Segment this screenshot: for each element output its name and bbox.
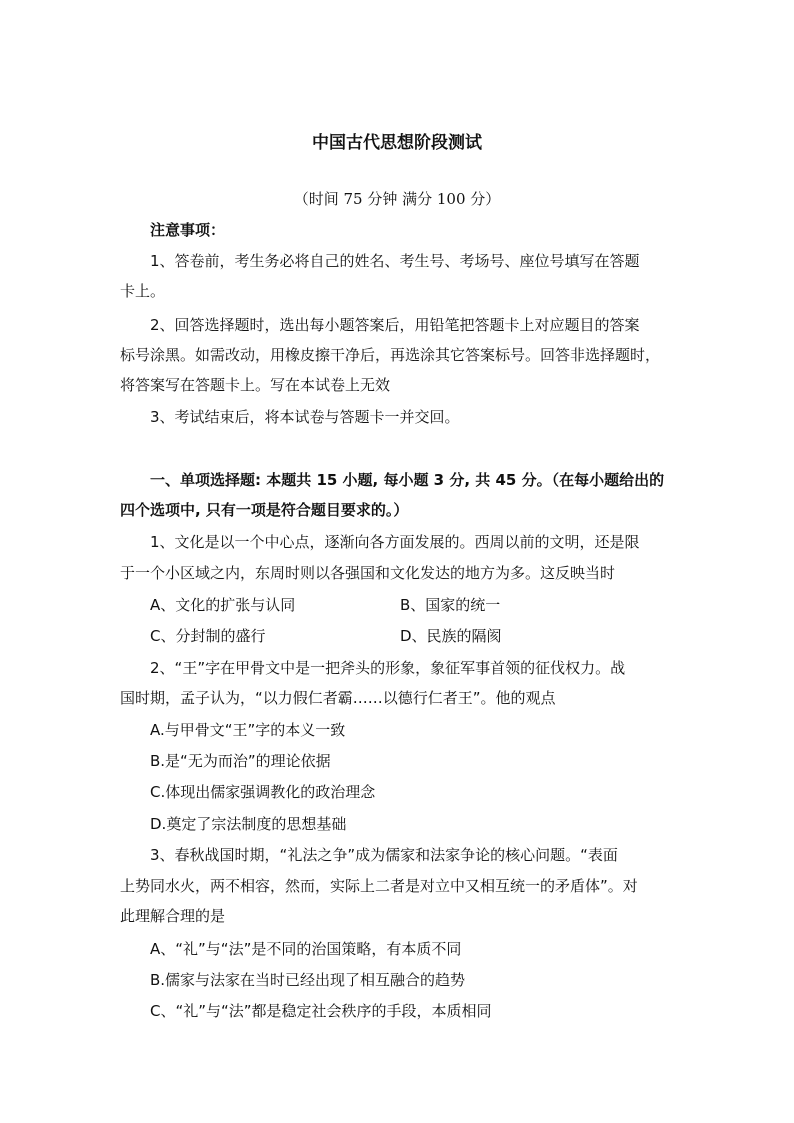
question-3-stem-cont: 此理解合理的是 (120, 907, 226, 925)
notice-item-2: 2、回答选择题时，选出每小题答案后，用铅笔把答题卡上对应题目的答案 (150, 316, 640, 334)
question-2-option-d: D.奠定了宗法制度的思想基础 (150, 815, 347, 833)
section-heading-cont: 四个选项中, 只有一项是符合题目要求的。） (120, 501, 409, 519)
question-1-stem-cont: 于一个小区域之内，东周时则以各强国和文化发达的地方为多。这反映当时 (120, 564, 616, 582)
question-3-stem-cont: 上势同水火，两不相容，然而，实际上二者是对立中又相互统一的矛盾体”。对 (120, 877, 638, 895)
question-1-option-a: A、文化的扩张与认同 (150, 596, 296, 614)
question-1-option-b: B、国家的统一 (400, 596, 501, 614)
question-3-option-b: B.儒家与法家在当时已经出现了相互融合的趋势 (150, 971, 466, 989)
notice-item-3: 3、考试结束后，将本试卷与答题卡一并交回。 (150, 408, 460, 426)
notice-item-2-cont: 标号涂黑。如需改动，用橡皮擦干净后，再选涂其它答案标号。回答非选择题时， (120, 346, 661, 364)
question-1-stem: 1、文化是以一个中心点，逐渐向各方面发展的。西周以前的文明，还是限 (150, 533, 640, 551)
question-2-stem: 2、“王”字在甲骨文中是一把斧头的形象，象征军事首领的征伐权力。战 (150, 659, 626, 677)
notice-heading: 注意事项： (150, 221, 226, 239)
question-2-option-a: A.与甲骨文“王”字的本义一致 (150, 721, 346, 739)
question-2-option-b: B.是“无为而治”的理论依据 (150, 752, 331, 770)
question-1-option-d: D、民族的隔阂 (400, 627, 502, 645)
notice-item-1-cont: 卡上。 (120, 282, 166, 300)
notice-item-2-cont: 将答案写在答题卡上。写在本试卷上无效 (120, 376, 391, 394)
section-heading: 一、单项选择题: 本题共 15 小题, 每小题 3 分, 共 45 分。（在每小题给出的 (150, 471, 665, 489)
exam-time-score: （时间 75 分钟 满分 100 分） (293, 190, 501, 208)
question-2-option-c: C.体现出儒家强调教化的政治理念 (150, 783, 376, 801)
question-1-option-c: C、分封制的盛行 (150, 627, 266, 645)
question-3-option-a: A、“礼”与“法”是不同的治国策略，有本质不同 (150, 940, 462, 958)
question-3-option-c: C、“礼”与“法”都是稳定社会秩序的手段，本质相同 (150, 1002, 492, 1020)
question-3-stem: 3、春秋战国时期，“礼法之争”成为儒家和法家争论的核心问题。“表面 (150, 846, 618, 864)
question-2-stem-cont: 国时期，孟子认为，“以力假仁者霸……以德行仁者王”。他的观点 (120, 689, 556, 707)
page-title: 中国古代思想阶段测试 (312, 133, 482, 153)
notice-item-1: 1、答卷前，考生务必将自己的姓名、考生号、考场号、座位号填写在答题 (150, 252, 640, 270)
